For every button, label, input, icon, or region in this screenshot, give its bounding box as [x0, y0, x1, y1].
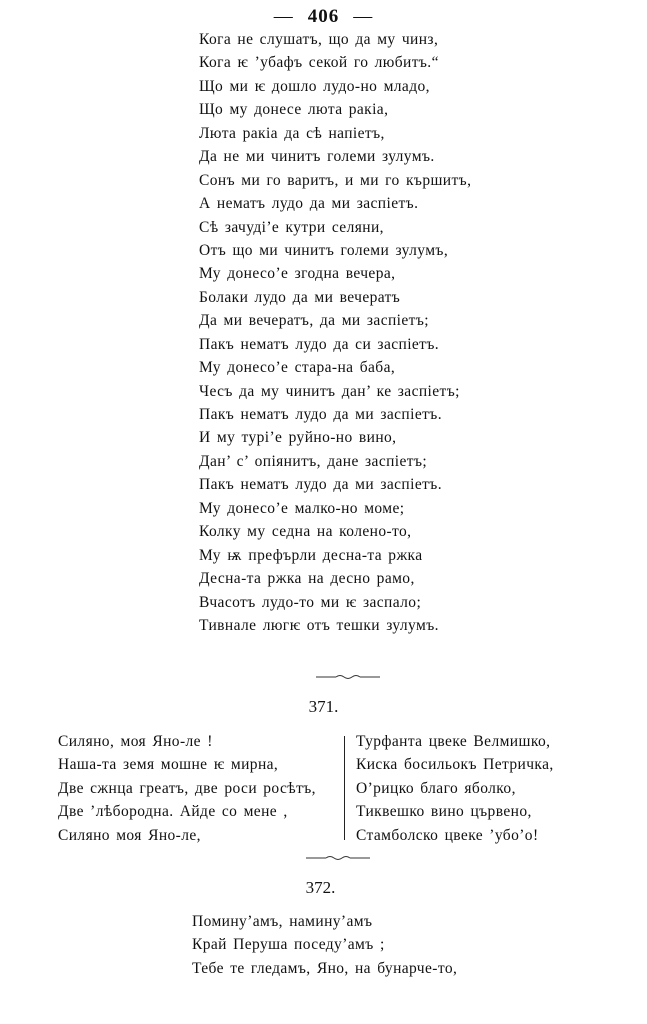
verse-line: Пакъ нематъ лудо да си заспіетъ.: [199, 335, 440, 353]
verse-line: Две ’лѣбородна. Айде со мене ,: [58, 803, 288, 821]
verse-line: Край Перуша поседуʼамъ ;: [192, 936, 385, 954]
verse-line: Тебе те гледамъ, Яно, на бунарче-то,: [192, 959, 458, 977]
verse-line: Му донесо’е стара-на баба,: [199, 359, 396, 377]
verse-line: Турфанта цвеке Велмишко,: [356, 733, 551, 750]
page-number-dash: —: [273, 6, 294, 27]
verse-line: Що ми ѥ дошло лудо-но младо,: [199, 77, 430, 95]
verse-line: Болаки лудо да ми вечератъ: [199, 288, 401, 306]
verse-line: Пакъ нематъ лудо да ми заспіетъ.: [199, 406, 442, 423]
verse-line: Тиквешко вино цървено,: [356, 803, 532, 821]
page-number-dash: —: [353, 6, 374, 27]
song-371-left-column: [58, 730, 338, 847]
verse-line: Десна-та ржка на десно рамо,: [199, 570, 415, 588]
verse-line: О’рицко благо яболко,: [356, 779, 516, 797]
verse-line: Да ми вечератъ, да ми заспіетъ;: [199, 312, 429, 330]
verse-line: Стамболско цвеке ’убо’о!: [356, 826, 539, 844]
ornament-divider: [316, 674, 380, 680]
verse-line: Наша-та земя мошне ѥ мирна,: [58, 756, 279, 774]
verse-line: Колку му седна на колено-то,: [199, 523, 412, 541]
verse-line: Му донесо’е згодна вечера,: [199, 265, 396, 283]
verse-line: Му донесо’е малко-но моме;: [199, 499, 405, 517]
verse-line: Сонъ ми го варитъ, и ми го кършитъ,: [199, 171, 472, 189]
song-372-text: [192, 910, 457, 980]
verse-line: Що му донесе люта ракіа,: [199, 101, 389, 119]
page-header: [0, 6, 647, 28]
verse-line: Силяно, моя Яно-ле !: [58, 733, 213, 750]
verse-line: Да не ми чинитъ големи зулумъ.: [199, 148, 435, 166]
verse-line: Му ѭ префърли десна-та ржка: [199, 546, 423, 564]
verse-line: Киска босильокъ Петричка,: [356, 756, 554, 774]
verse-line: Тивнале люгѥ отъ тешки зулумъ.: [199, 616, 439, 634]
song-371-right-column: [356, 730, 554, 847]
verse-line: Сѣ зачуді’е кутри селяни,: [199, 218, 384, 236]
verse-line: И му турі’е руйно-но вино,: [199, 429, 397, 447]
column-divider: [344, 736, 345, 840]
verse-line: Силяно моя Яно-ле,: [58, 826, 201, 844]
verse-line: Пакъ нематъ лудо да ми заспіетъ.: [199, 476, 442, 494]
ornament-divider: [306, 855, 370, 861]
page-number: 406: [307, 6, 340, 27]
verse-line: Вчасотъ лудо-то ми ѥ заспало;: [199, 593, 422, 611]
verse-line: Люта ракіа да сѣ напіетъ,: [199, 124, 385, 142]
verse-line: Кога не слушатъ, що да му чинз,: [199, 31, 439, 48]
verse-line: Отъ що ми чинитъ големи зулумъ,: [199, 241, 449, 259]
verse-line: Чесъ да му чинитъ дан’ ке заспіетъ;: [199, 382, 460, 400]
verse-line: А нематъ лудо да ми заспіетъ.: [199, 195, 419, 213]
song-number-371: 371.: [308, 697, 339, 716]
poem-continued: [199, 28, 471, 637]
verse-line: Дан’ с’ опіянитъ, дане заспіетъ;: [199, 452, 428, 470]
song-number-372: 372.: [305, 878, 336, 897]
verse-line: Две сжнца греатъ, две роси росѣтъ,: [58, 779, 316, 797]
verse-line: Поминуʼамъ, наминуʼамъ: [192, 913, 373, 930]
verse-line: Кога ѥ ’убафъ секой го любитъ.“: [199, 54, 439, 72]
